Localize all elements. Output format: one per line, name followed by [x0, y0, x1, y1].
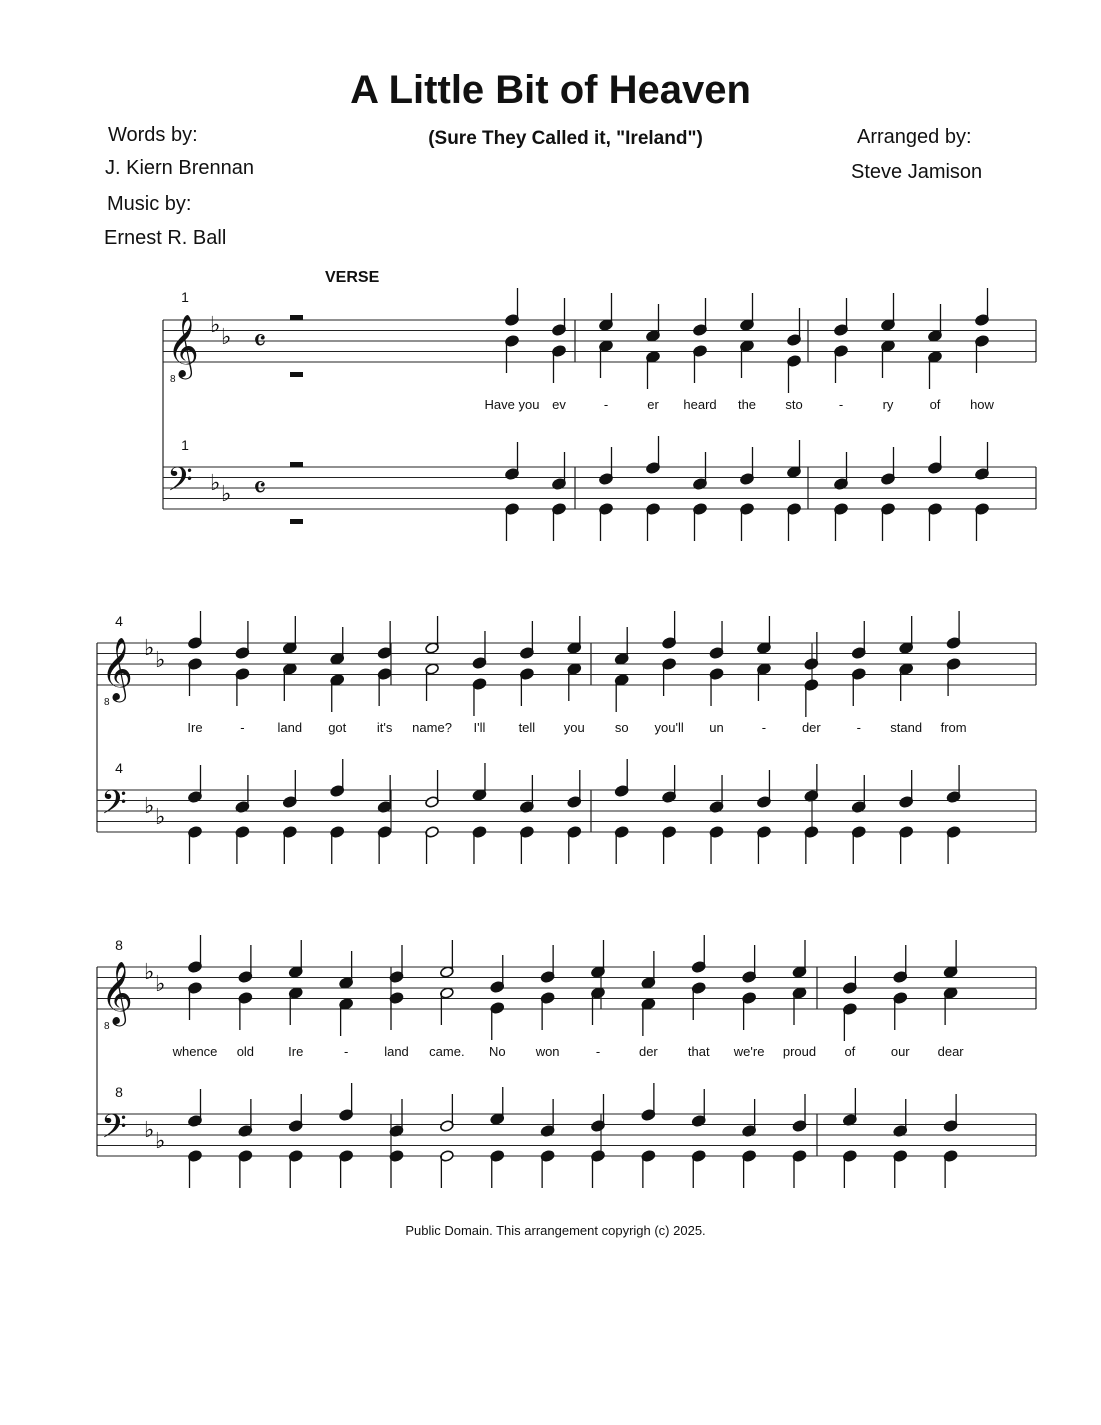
lyric-syllable: how: [970, 397, 994, 412]
lyric-syllable: you'll: [654, 720, 684, 735]
lyric-syllable: our: [890, 1044, 910, 1059]
measure-number: 8: [115, 1084, 123, 1100]
measure-number: 4: [115, 760, 123, 776]
lyric-syllable: der: [801, 720, 821, 735]
lyric-syllable: land: [384, 1044, 409, 1059]
lyric-syllable: that: [687, 1044, 710, 1059]
music-label: Music by:: [107, 193, 192, 215]
lyric-syllable: -: [761, 720, 767, 735]
rest-symbol: [290, 372, 303, 377]
octave-marker: 8: [170, 374, 176, 385]
bass-clef-icon: 𝄢: [101, 785, 127, 829]
treble-clef-icon: 𝄞: [167, 316, 199, 376]
octave-marker: 8: [104, 697, 110, 708]
lyric-syllable: won: [535, 1044, 560, 1059]
lyric-syllable: name?: [412, 720, 452, 735]
common-time-icon: 𝄴: [253, 472, 267, 505]
bass-clef-icon: 𝄢: [167, 462, 193, 506]
lyric-syllable: I'll: [473, 720, 486, 735]
arranger-name: Steve Jamison: [851, 161, 983, 183]
lyric-syllable: of: [844, 1044, 856, 1059]
flat-sign: ♭: [144, 793, 155, 818]
lyric-syllable: of: [929, 397, 941, 412]
flat-sign: ♭: [221, 324, 232, 349]
song-title: A Little Bit of Heaven: [350, 68, 751, 112]
flat-sign: ♭: [210, 470, 221, 495]
flat-sign: ♭: [144, 1117, 155, 1142]
lyric-syllable: so: [614, 720, 629, 735]
lyric-syllable: stand: [890, 720, 923, 735]
words-author: J. Kiern Brennan: [105, 157, 254, 179]
lyric-syllable: came.: [429, 1044, 465, 1059]
treble-clef-icon: 𝄞: [101, 639, 133, 699]
lyric-syllable: the: [737, 397, 757, 412]
lyric-syllable: we're: [733, 1044, 765, 1059]
measure-number: 1: [181, 289, 189, 305]
flat-sign: ♭: [210, 312, 221, 337]
flat-sign: ♭: [221, 481, 232, 506]
lyric-syllable: un: [709, 720, 724, 735]
flat-sign: ♭: [144, 635, 155, 660]
lyric-syllable: der: [638, 1044, 658, 1059]
arranged-label: Arranged by:: [857, 126, 972, 148]
lyric-syllable: from: [940, 720, 967, 735]
song-subtitle: (Sure They Called it, "Ireland"): [428, 128, 703, 149]
lyric-syllable: No: [488, 1044, 506, 1059]
lyric-syllable: -: [856, 720, 861, 735]
lyric-syllable: -: [603, 397, 609, 412]
measure-number: 8: [115, 937, 123, 953]
copyright-notice: Public Domain. This arrangement copyrigh (c) 2025.: [405, 1223, 706, 1238]
lyric-syllable: -: [240, 720, 245, 735]
octave-marker: 8: [104, 1021, 110, 1032]
lyric-syllable: old: [236, 1044, 255, 1059]
words-label: Words by:: [108, 124, 198, 146]
bass-clef-icon: 𝄢: [101, 1109, 127, 1153]
section-label: VERSE: [325, 269, 380, 286]
flat-sign: ♭: [155, 1128, 166, 1153]
flat-sign: ♭: [144, 959, 155, 984]
bass-staff: [163, 467, 1036, 509]
common-time-icon: 𝄴: [253, 325, 267, 358]
lyric-syllable: dear: [937, 1044, 964, 1059]
lyric-syllable: -: [343, 1044, 349, 1059]
lyric-syllable: heard: [683, 397, 717, 412]
music-author: Ernest R. Ball: [104, 227, 227, 249]
lyric-syllable: got: [328, 720, 347, 735]
rest-symbol: [290, 315, 303, 320]
flat-sign: ♭: [155, 804, 166, 829]
lyric-syllable: tell: [518, 720, 536, 735]
lyric-syllable: er: [647, 397, 659, 412]
flat-sign: ♭: [155, 971, 166, 996]
lyric-syllable: ry: [882, 397, 894, 412]
flat-sign: ♭: [155, 647, 166, 672]
treble-clef-icon: 𝄞: [101, 963, 133, 1023]
lyric-syllable: it's: [376, 720, 393, 735]
lyric-syllable: Ire: [288, 1044, 304, 1059]
rest-symbol: [290, 519, 303, 524]
lyric-syllable: ev: [552, 397, 566, 412]
lyric-syllable: sto: [785, 397, 803, 412]
rest-symbol: [290, 462, 303, 467]
measure-number: 4: [115, 613, 123, 629]
lyric-syllable: -: [838, 397, 844, 412]
measure-number: 1: [181, 437, 189, 453]
lyric-syllable: land: [277, 720, 303, 735]
lyric-syllable: whence: [172, 1044, 218, 1059]
lyric-syllable: Ire: [187, 720, 203, 735]
lyric-syllable: you: [563, 720, 585, 735]
treble-staff: [97, 643, 1036, 685]
lyric-syllable: Have you: [484, 397, 540, 412]
lyric-syllable: proud: [782, 1044, 817, 1059]
lyric-syllable: -: [595, 1044, 601, 1059]
